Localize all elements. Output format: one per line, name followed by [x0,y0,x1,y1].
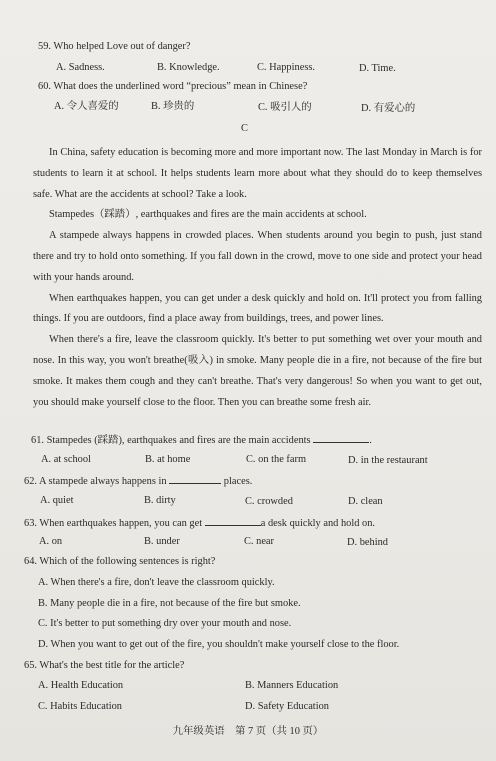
question-63 [24,516,375,530]
q64-option-d: D. When you want to get out of the fire, you shouldn't make yourself close to the floor. [38,639,400,650]
q62-option-a: A. quiet [40,495,74,506]
passage-paragraph-3: A stampede always happens in crowded places. When students around you begin to push, just stand there and try to hold onto something. If you fall down in the crowd, move to one side and protect your head with your hands around. [33,230,482,283]
q65-option-d: D. Safety Education [245,701,329,712]
q60-option-c: C. 吸引人的 [258,102,312,113]
question-62 [24,474,252,488]
q65-option-a: A. Health Education [38,680,124,691]
question-64: 64. Which of the following sentences is right? [24,556,216,567]
q61-option-b: B. at home [145,454,191,465]
q59-option-a: A. Sadness. [56,62,105,73]
q63-option-c: C. near [244,536,275,547]
q59-option-b: B. Knowledge. [157,62,220,73]
q65-option-c: C. Habits Education [38,701,122,712]
q62-stem-end: places. [223,476,253,487]
page-footer: 九年级英语 第 7 页（共 10 页） [172,726,324,737]
answer-blank [313,433,369,443]
q63-option-d: D. behind [347,537,388,548]
q62-option-c: C. crowded [245,496,293,507]
q61-stem: 61. Stampedes (踩踏), earthquakes and fires are the main accidents [31,435,311,446]
q59-option-d: D. Time. [359,63,396,74]
q60-option-a: A. 令人喜爱的 [54,101,119,112]
passage-paragraph-5: When there's a fire, leave the classroom quickly. It's better to put something wet over your mouth and nose. In this way, you won't breathe(吸入) in smoke. Many people die in a fire, not because of the fire but smoke. It makes them cough and they can't breathe. That's very dangerous! So when you want to get out, you should make yourself close to the floor. Then you can breathe some fresh air. [33,334,482,408]
question-59: 59. Who helped Love out of danger? [38,41,191,52]
question-61 [31,433,372,447]
answer-blank [169,474,221,484]
passage-paragraph-4: When earthquakes happen, you can get under a desk quickly and hold on. It'll protect you from falling things. If you are outdoors, find a place away from buildings, trees, and power lines. [33,292,482,325]
q63-stem: 63. When earthquakes happen, you can get [24,518,203,529]
q61-option-a: A. at school [41,454,91,465]
section-label: C [241,123,248,134]
q61-option-d: D. in the restaurant [348,455,428,466]
q62-stem: 62. A stampede always happens in [24,476,167,487]
q62-option-d: D. clean [348,496,383,507]
q61-stem-end: . [369,435,372,446]
q64-option-c: C. It's better to put something dry over your mouth and nose. [38,618,292,629]
q64-option-b: B. Many people die in a fire, not because of the fire but smoke. [38,598,301,609]
passage-paragraph-1: In China, safety education is becoming more and more important now. The last Monday in March is for students to learn it at school. It helps students learn more about what they should do to keep themselves safe. What are the accidents at school? Take a look. [33,147,482,200]
passage-paragraph-2: Stampedes（踩踏）, earthquakes and fires are the main accidents at school. [49,209,367,221]
q62-option-b: B. dirty [144,495,176,506]
question-60: 60. What does the underlined word “precious” mean in Chinese? [38,81,308,92]
question-65: 65. What's the best title for the article? [24,660,185,671]
q61-option-c: C. on the farm [246,454,307,465]
q63-option-a: A. on [39,536,63,547]
reading-passage [33,143,482,413]
q63-stem-end: a desk quickly and hold on. [260,518,376,529]
q60-option-d: D. 有爱心的 [361,103,416,114]
q63-option-b: B. under [144,536,180,547]
q59-option-c: C. Happiness. [257,62,316,73]
q60-option-b: B. 珍贵的 [151,101,195,112]
answer-blank [205,516,261,526]
q65-option-b: B. Manners Education [245,680,339,691]
q64-option-a: A. When there's a fire, don't leave the classroom quickly. [38,577,275,588]
